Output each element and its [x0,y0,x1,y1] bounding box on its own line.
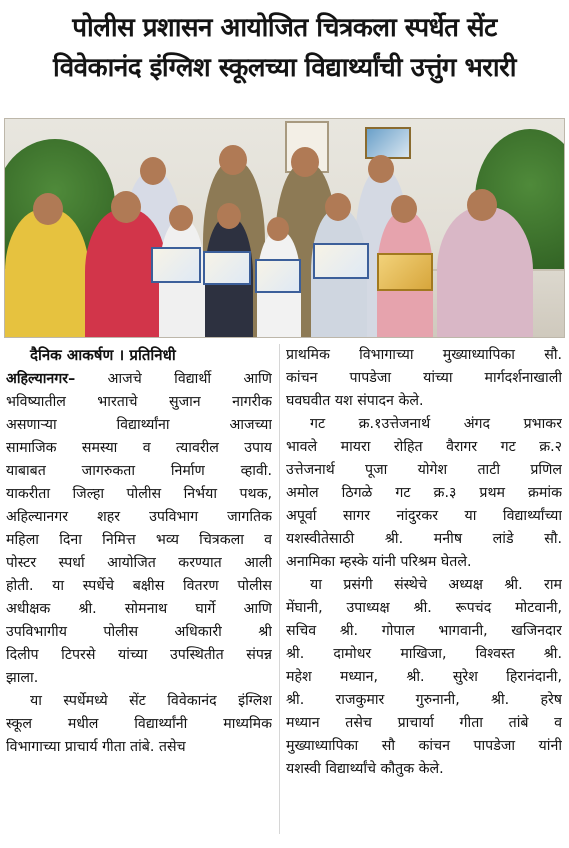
news-photo [4,118,565,338]
article-line: विभागाच्या प्राचार्य गीता तांबे. तसेच [6,739,186,755]
photo-person-head [219,145,247,175]
article-line: गट क्र.१उत्तेजनार्थ अंगद प्रभाकर [310,416,562,432]
article-line: मुख्याध्यापिका सौ कांचन पापडेजा यांनी [286,738,562,754]
article-line: उत्तेजनार्थ पूजा योगेश ताटी प्रणिल [286,462,562,478]
article-line: असणाऱ्या विद्यार्थ्यांना आजच्या [6,417,272,433]
article-line: भविष्यातील भारताचे सुजान नागरीक [6,394,272,410]
article-line: अधीक्षक श्री. सोमनाथ घार्गे आणि [6,601,272,617]
article-line: दिलीप टिपरसे यांच्या उपस्थितीत संपन्न [6,647,272,663]
article-line: होती. या स्पर्धेचे बक्षीस वितरण पोलीस [6,578,272,594]
article-line: पोस्टर स्पर्धा आयोजित करण्यात आली [6,555,272,571]
headline [0,8,569,88]
article-line: मेंघानी, उपाध्यक्ष श्री. रूपचंद मोटवानी, [286,600,562,616]
photo-person-head [267,217,289,241]
headline-line-1: पोलीस प्रशासन आयोजित चित्रकला स्पर्धेत सेंट [72,13,497,43]
article-line: याकरीता जिल्हा पोलीस निर्भया पथक, [6,486,272,502]
photo-certificate-gold [377,253,433,291]
article-line: प्राथमिक विभागाच्या मुख्याध्यापिका सौ. [286,347,562,363]
article-left-column [6,368,272,759]
photo-person [437,207,533,338]
article-line: अनामिका म्हस्के यांनी परिश्रम घेतले. [286,554,472,570]
photo-person-head [33,193,63,225]
article-right-column [286,344,562,781]
photo-person [5,209,89,338]
article-line: घवघवीत यश संपादन केले. [286,393,424,409]
photo-person-head [291,147,319,177]
article-line: उपविभागीय पोलीस अधिकारी श्री [6,624,272,640]
article-line: सचिव श्री. गोपाल भागवानी, खजिनदार [286,623,562,639]
article-line: या प्रसंगी संस्थेचे अध्यक्ष श्री. राम [310,577,562,593]
article-line: श्री. दामोधर माखिजा, विश्वस्त श्री. [286,646,562,662]
article-line: अहिल्यानगर– आजचे विद्यार्थी आणि [6,371,272,387]
article-line: यशस्वी विद्यार्थ्यांचे कौतुक केले. [286,761,444,777]
article-line: श्री. राजकुमार गुरुनानी, श्री. हरेष [286,692,562,708]
photo-person-head [467,189,497,221]
column-divider [279,344,280,834]
headline-line-2: विवेकानंद इंग्लिश स्कूलच्या विद्यार्थ्यांची उत्तुंग भरारी [52,53,517,83]
photo-person-head [111,191,141,223]
article-line: कांचन पापडेजा यांच्या मार्गदर्शनाखाली [286,370,562,386]
article-line: या स्पर्धेमध्ये सेंट विवेकानंद इंग्लिश [30,693,272,709]
article-line: महिला दिना निमित्त भव्य चित्रकला व [6,532,272,548]
photo-certificate [151,247,201,283]
article-line: याबाबत जागरुकता निर्माण व्हावी. [6,463,272,479]
photo-person-head [217,203,241,229]
article-line: यशस्वीतेसाठी श्री. मनीष लांडे सौ. [286,531,562,547]
article-line: अपूर्वा सागर नांदुरकर या विद्यार्थ्यांच्या [286,508,562,524]
article-line: झाला. [6,670,39,686]
photo-person-head [325,193,351,221]
photo-certificate [255,259,301,293]
article-line: सामाजिक समस्या व त्यावरील उपाय [6,440,272,456]
article-line: भावले मायरा रोहित वैरागर गट क्र.२ [286,439,562,455]
photo-person-head [140,157,166,185]
photo-person-head [391,195,417,223]
article-line: स्कूल मधील विद्यार्थ्यांनी माध्यमिक [6,716,272,732]
photo-wall-frame [365,127,411,159]
article-line: अहिल्यानगर शहर उपविभाग जागतिक [6,509,272,525]
photo-certificate [313,243,369,279]
byline: दैनिक आकर्षण । प्रतिनिधी [30,346,176,364]
photo-certificate [203,251,251,285]
article-line: मध्यान तसेच प्राचार्या गीता तांबे व [286,715,562,731]
article-line: अमोल ठिगळे गट क्र.३ प्रथम क्रमांक [286,485,562,501]
photo-person-head [368,155,394,183]
article-line: महेश मध्यान, श्री. सुरेश हिरानंदानी, [286,669,562,685]
photo-person-head [169,205,193,231]
